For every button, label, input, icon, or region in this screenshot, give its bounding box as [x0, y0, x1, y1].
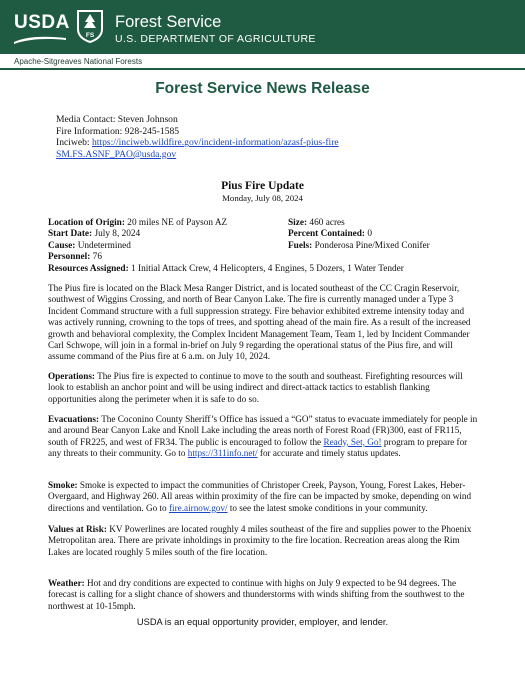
resources-fact: [48, 264, 404, 275]
cause-fact: [48, 241, 288, 252]
resources-value: 1 Initial Attack Crew, 4 Helicopters, 4 Engines, 5 Dozers, 1 Water Tender: [128, 263, 404, 274]
location-fact: [48, 218, 288, 229]
ready-set-go-link[interactable]: Ready, Set, Go!: [323, 436, 382, 447]
agency-header: [0, 0, 525, 54]
facts-row: [48, 252, 488, 263]
fuels-label: Fuels:: [288, 240, 313, 251]
shield-text: FS: [85, 32, 95, 39]
airnow-link[interactable]: fire.airnow.gov/: [168, 502, 228, 513]
operations-paragraph: [48, 371, 478, 405]
release-title: Forest Service News Release: [155, 80, 370, 97]
facts-row: [48, 264, 488, 275]
update-date: Monday, July 08, 2024: [222, 193, 303, 203]
forest-name: Apache-Sitgreaves National Forests: [14, 57, 143, 66]
personnel-label: Personnel:: [48, 252, 91, 263]
update-title: Pius Fire Update: [221, 180, 304, 192]
start-value: July 8, 2024: [92, 229, 141, 240]
smoke-text: to see the latest smoke conditions in your community.: [227, 502, 428, 513]
weather-text: Hot and dry conditions are expected to continue with highs on July 9 expected to be 94 degrees. The forecast is calling for a slight chance of showers and thunderstorms with winds shifting from the southwest to the northwest at 10-15mph.: [48, 578, 465, 611]
facts-row: [48, 241, 488, 252]
eeo-statement: USDA is an equal opportunity provider, employer, and lender.: [136, 617, 389, 627]
facts-row: [48, 218, 488, 229]
usda-logo[interactable]: [14, 10, 70, 44]
header-divider: [0, 68, 525, 70]
fire-facts: [48, 218, 488, 275]
resources-label: Resources Assigned:: [48, 263, 129, 274]
smoke-label: Smoke:: [48, 480, 78, 490]
values-text: KV Powerlines are located roughly 4 miles southeast of the fire and supplies power to the Phoenix Metropolitan area. There are private inholdings in proximity to the fire location. Recreation areas along the Rim Lakes are located roughly 5 miles south of the fire location.: [48, 524, 472, 557]
weather-label: Weather:: [48, 578, 85, 588]
311info-link[interactable]: https://311info.net/: [187, 448, 258, 459]
cause-value: Undetermined: [75, 240, 131, 251]
usda-logo-text: USDA: [14, 12, 70, 33]
fuels-value: Ponderosa Pine/Mixed Conifer: [312, 240, 430, 251]
email-link[interactable]: SM.FS.ASNF_PAO@usda.gov: [56, 148, 177, 160]
weather-paragraph: [48, 578, 478, 612]
cause-label: Cause:: [48, 240, 76, 251]
inciweb-link[interactable]: https://inciweb.wildfire.gov/incident-information/azasf-pius-fire: [91, 137, 339, 149]
start-fact: [48, 229, 288, 240]
personnel-value: 76: [90, 252, 102, 263]
smoke-text: Smoke is expected to impact the communities of Christoper Creek, Payson, Young, Forest Lakes, Heber-Overgaard, and Highway 260. All areas within proximity of the fire can be impacted by smoke, depending on wind directions and ventilation. Go to: [48, 480, 472, 513]
usda-swoosh-icon: [14, 34, 66, 44]
fire-information: Fire Information: 928-245-1585: [56, 125, 180, 137]
location-value: 20 miles NE of Payson AZ: [124, 218, 228, 228]
facts-row: [48, 229, 488, 240]
values-at-risk-paragraph: [48, 524, 478, 558]
size-fact: [288, 218, 345, 229]
inciweb-label: Inciweb:: [56, 137, 92, 149]
forest-service-shield-icon: [76, 9, 104, 43]
contact-block: [56, 114, 339, 160]
size-value: 460 acres: [307, 218, 345, 228]
personnel-fact: [48, 252, 288, 263]
smoke-paragraph: [48, 480, 478, 514]
media-contact: Media Contact: Steven Johnson: [56, 114, 178, 125]
start-label: Start Date:: [48, 229, 93, 240]
evacuations-text: program to prepare for any threats to their community. Go to: [48, 436, 468, 459]
evacuations-label: Evacuations:: [48, 414, 100, 424]
email-line: [56, 149, 339, 161]
evacuations-paragraph: [48, 414, 478, 460]
agency-name: Forest Service: [115, 13, 222, 31]
values-label: Values at Risk:: [48, 524, 107, 534]
location-label: Location of Origin:: [48, 218, 125, 228]
evacuations-text: for accurate and timely status updates.: [257, 448, 401, 459]
operations-text: The Pius fire is expected to continue to move to the south and southeast. Firefighting resources will look to establish an anchor point and will be using indirect and direct-attack tactics to establish flanking opportunities along the perimeter when it is safe to do so.: [48, 371, 463, 404]
department-name: U.S. DEPARTMENT OF AGRICULTURE: [115, 33, 316, 45]
contained-fact: [288, 229, 372, 240]
inciweb-line: [56, 137, 339, 149]
contained-value: 0: [365, 229, 373, 240]
intro-paragraph: The Pius fire is located on the Black Mesa Ranger District, and is located southeast of the CC Cragin Reservoir, southwest of Wiggins Crossing, and north of Bear Canyon Lake. The fire is currently managed under a Type 3 Incident Command structure with a full suppression strategy. Fire behavior exhibited extreme intensity today and was actively running, crowning to the tops of trees, and spotting ahead of the main fire. As a result of the increased growth and behavioral complexity, the Complex Incident Management Team, Team 1, led by Incident Commander Carl Schwope, will join in a formal in-brief on July 9 regarding the operational status of the Pius fire, and will assume command of the Pius fire at 6 a.m. on July 10, 2024.: [48, 283, 471, 362]
contained-label: Percent Contained:: [288, 229, 366, 240]
evacuations-text: The Coconino County Sheriff’s Office has issued a “GO” status to evacuate immediately for people in and around Bear Canyon Lake and Knoll Lake including the areas north of Forest Road (FR)300, east of FR115, south of FR225, and west of FR34. The public is encouraged to follow the: [48, 414, 478, 447]
fuels-fact: [288, 241, 430, 252]
size-label: Size:: [288, 218, 308, 228]
operations-label: Operations:: [48, 371, 95, 381]
